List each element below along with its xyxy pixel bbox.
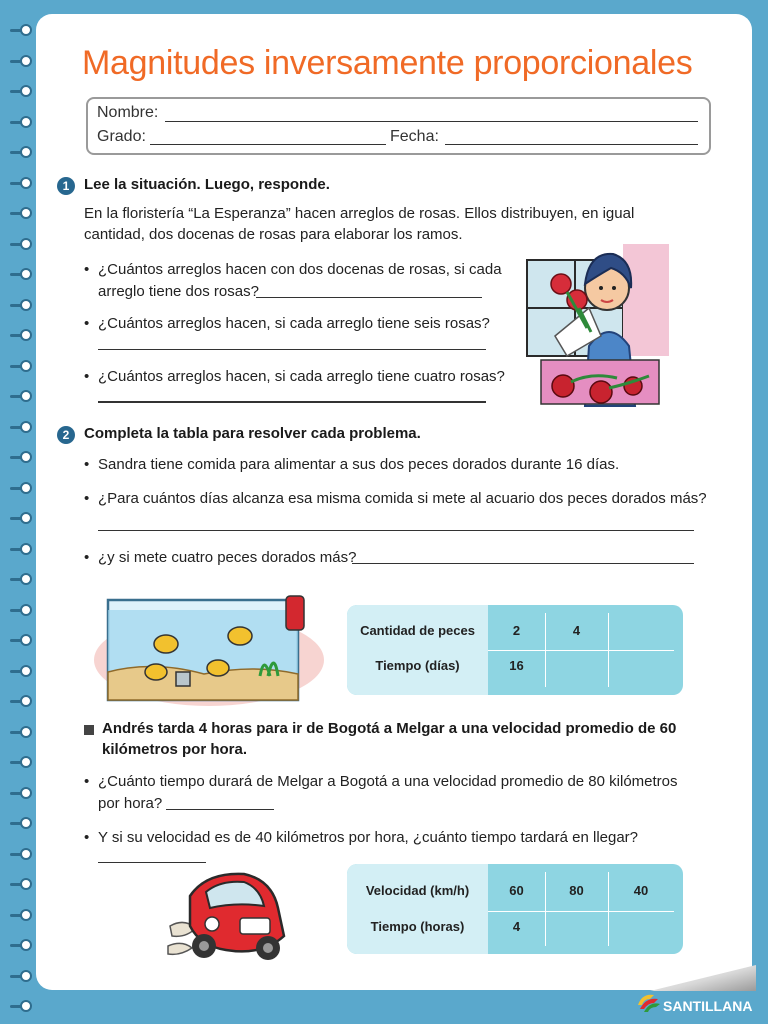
question-text: ¿Cuánto tiempo durará de Melgar a Bogotá a una velocidad promedio de 80 kilómetros <box>98 773 678 790</box>
table-cell: 16 <box>509 658 524 673</box>
binding-hole <box>20 909 32 921</box>
binding-hole <box>20 238 32 250</box>
question-item: • Y si su velocidad es de 40 kilómetros por hora, ¿cuánto tiempo tardará en llegar? <box>84 829 639 846</box>
binding-ring <box>10 571 36 587</box>
binding-hole <box>20 390 32 402</box>
question-text: ¿Cuántos arreglos hacen con dos docenas de rosas, si cada <box>98 261 502 278</box>
question-text: ¿Para cuántos días alcanza esa misma comida si mete al acuario dos peces dorados más? <box>98 490 707 507</box>
binding-ring <box>10 907 36 923</box>
binding-hole <box>20 146 32 158</box>
answer-line[interactable] <box>166 809 274 810</box>
answer-line[interactable] <box>256 297 482 298</box>
binding-hole <box>20 482 32 494</box>
binding-ring <box>10 266 36 282</box>
question-item-continued <box>98 283 259 300</box>
binding-ring <box>10 937 36 953</box>
question-item: • ¿Cuántos arreglos hacen, si cada arreglo tiene cuatro rosas? <box>84 368 505 385</box>
answer-line[interactable] <box>98 349 486 350</box>
binding-hole <box>20 55 32 67</box>
date-field[interactable] <box>445 144 698 145</box>
binding-hole <box>20 756 32 768</box>
question-item: • ¿Cuántos arreglos hacen, si cada arreglo tiene seis rosas? <box>84 315 490 332</box>
question-text: Y si su velocidad es de 40 kilómetros por hora, ¿cuánto tiempo tardará en llegar? <box>98 829 639 846</box>
binding-hole <box>20 177 32 189</box>
binding-hole <box>20 329 32 341</box>
binding-ring <box>10 815 36 831</box>
binding-hole <box>20 726 32 738</box>
table-divider <box>545 872 546 946</box>
problem-marker <box>84 725 94 735</box>
table-cell[interactable] <box>608 649 674 683</box>
section-1-intro: En la floristería “La Esperanza” hacen arreglos de rosas. Ellos distribuyen, en igual cantidad, dos docenas de rosas para elaborar los ramos. <box>84 205 635 243</box>
binding-ring <box>10 236 36 252</box>
table-cell[interactable] <box>608 910 674 944</box>
name-field[interactable] <box>165 121 698 122</box>
binding-hole <box>20 939 32 951</box>
speed-time-table <box>347 864 683 954</box>
binding-hole <box>20 695 32 707</box>
table-divider <box>608 872 609 946</box>
binding-hole <box>20 451 32 463</box>
table-cell: 60 <box>509 883 524 898</box>
binding-hole <box>20 817 32 829</box>
binding-hole <box>20 878 32 890</box>
binding-ring <box>10 22 36 38</box>
binding-hole <box>20 543 32 555</box>
binding-ring <box>10 480 36 496</box>
section-number-badge: 1 <box>57 177 75 195</box>
question-item: • ¿Cuánto tiempo durará de Melgar a Bogotá a una velocidad promedio de 80 kilómetros <box>84 773 678 790</box>
binding-ring <box>10 327 36 343</box>
binding-ring <box>10 83 36 99</box>
binding-ring <box>10 754 36 770</box>
table-divider <box>488 650 674 651</box>
question-item-continued <box>98 795 162 812</box>
binding-hole <box>20 665 32 677</box>
table-cell[interactable] <box>545 910 608 944</box>
answer-line[interactable] <box>352 563 694 564</box>
binding-hole <box>20 268 32 280</box>
binding-hole <box>20 85 32 97</box>
binding-ring <box>10 510 36 526</box>
binding-ring <box>10 53 36 69</box>
binding-ring <box>10 693 36 709</box>
binding-hole <box>20 360 32 372</box>
car-illustration <box>166 866 296 962</box>
binding-hole <box>20 634 32 646</box>
question-text: ¿Cuántos arreglos hacen, si cada arreglo tiene cuatro rosas? <box>98 368 505 385</box>
answer-line[interactable] <box>98 530 694 531</box>
table-cell[interactable] <box>545 649 608 683</box>
binding-ring <box>10 663 36 679</box>
binding-ring <box>10 297 36 313</box>
table-cell: 40 <box>633 883 649 898</box>
name-label: Nombre: <box>97 104 159 121</box>
binding-hole <box>20 24 32 36</box>
binding-ring <box>10 998 36 1014</box>
question-text: ¿Cuántos arreglos hacen, si cada arreglo tiene seis rosas? <box>98 315 490 332</box>
binding-hole <box>20 116 32 128</box>
car-problem-statement-continued: kilómetros por hora. <box>102 741 248 758</box>
question-item: • Sandra tiene comida para alimentar a sus dos peces dorados durante 16 días. <box>84 456 620 473</box>
binding-ring <box>10 144 36 160</box>
table-cell[interactable] <box>608 614 674 648</box>
binding-hole <box>20 1000 32 1012</box>
table-cell: 4 <box>512 919 521 934</box>
question-text: arreglo tiene dos rosas? <box>98 283 259 300</box>
section-1-heading: Lee la situación. Luego, responde. <box>84 176 330 193</box>
date-label: Fecha: <box>390 128 439 145</box>
binding-ring <box>10 876 36 892</box>
question-item: • ¿Para cuántos días alcanza esa misma comida si mete al acuario dos peces dorados más? <box>84 490 707 507</box>
binding-hole <box>20 573 32 585</box>
binding-hole <box>20 207 32 219</box>
binding-ring <box>10 968 36 984</box>
binding-ring <box>10 358 36 374</box>
question-text: Sandra tiene comida para alimentar a sus dos peces dorados durante 16 días. <box>98 456 620 473</box>
question-text: ¿y si mete cuatro peces dorados más? <box>98 549 357 566</box>
table-cell: 2 <box>512 623 521 638</box>
binding-ring <box>10 205 36 221</box>
table-cell: 80 <box>569 883 584 898</box>
answer-line[interactable] <box>98 862 206 863</box>
binding-ring <box>10 388 36 404</box>
table-row-label: Tiempo (días) <box>375 658 460 673</box>
binding-hole <box>20 604 32 616</box>
binding-ring <box>10 175 36 191</box>
binding-hole <box>20 421 32 433</box>
binding-hole <box>20 512 32 524</box>
binding-hole <box>20 970 32 982</box>
table-row-label: Cantidad de peces <box>360 623 475 638</box>
binding-ring <box>10 785 36 801</box>
binding-ring <box>10 541 36 557</box>
binding-ring <box>10 114 36 130</box>
fish-table <box>347 605 683 695</box>
table-divider <box>488 911 674 912</box>
binding-hole <box>20 299 32 311</box>
section-2-heading: Completa la tabla para resolver cada problema. <box>84 425 421 442</box>
grade-label: Grado: <box>97 128 146 145</box>
binding-hole <box>20 787 32 799</box>
grade-field[interactable] <box>150 144 386 145</box>
section-number-badge: 2 <box>57 426 75 444</box>
binding-ring <box>10 602 36 618</box>
car-problem-statement: Andrés tarda 4 horas para ir de Bogotá a Melgar a una velocidad promedio de 60 <box>102 720 677 737</box>
answer-line[interactable] <box>98 401 486 403</box>
binding-ring <box>10 419 36 435</box>
page-title: Magnitudes inversamente proporcionales <box>82 44 693 82</box>
brand-name: SANTILLANA <box>663 998 753 1014</box>
binding-ring <box>10 846 36 862</box>
binding-ring <box>10 449 36 465</box>
table-row-label: Tiempo (horas) <box>370 919 465 934</box>
table-cell: 4 <box>572 623 581 638</box>
table-row-label: Velocidad (km/h) <box>365 883 470 898</box>
question-item: • ¿y si mete cuatro peces dorados más? <box>84 549 357 566</box>
florist-illustration <box>527 236 671 406</box>
aquarium-illustration <box>94 590 324 710</box>
binding-hole <box>20 848 32 860</box>
question-item: • ¿Cuántos arreglos hacen con dos docenas de rosas, si cada <box>84 261 502 278</box>
binding-ring <box>10 632 36 648</box>
santillana-logo-icon <box>636 991 662 1013</box>
student-info-box <box>86 97 711 155</box>
binding-ring <box>10 724 36 740</box>
question-text: por hora? <box>98 795 163 812</box>
